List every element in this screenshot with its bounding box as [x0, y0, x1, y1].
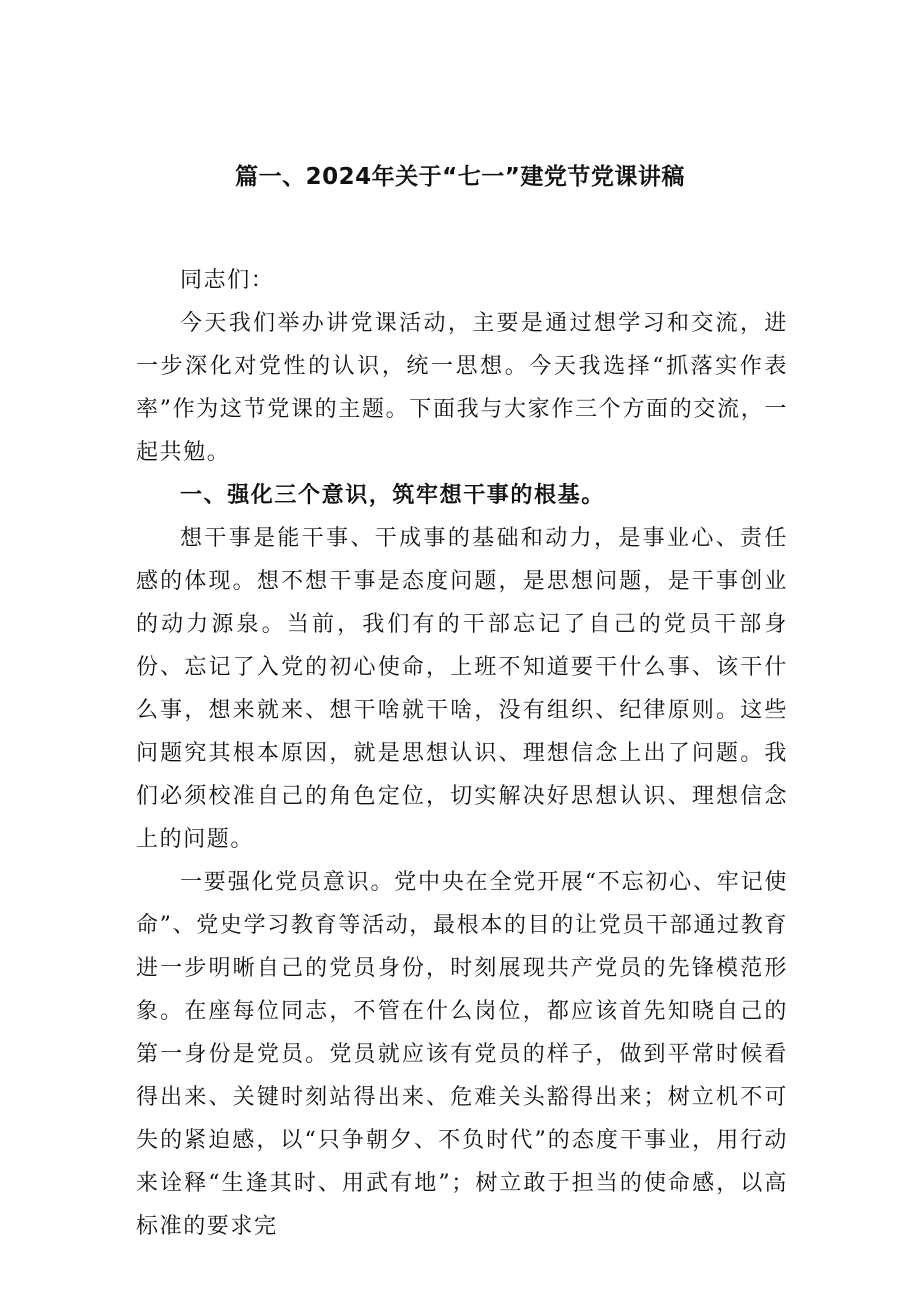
body-paragraph-1: 想干事是能干事、干成事的基础和动力，是事业心、责任感的体现。想不想干事是态度问题，是思想问题，是干事创业的动力源泉。当前，我们有的干部忘记了自己的党员干部身份、忘记了入党的初心使命，上班不知道要干什么事、该干什么事，想来就来、想干啥就干啥，没有组织、纪律原则。这些问题究其根本原因，就是思想认识、理想信念上出了问题。我们必须校准自己的角色定位，切实解决好思想认识、理想信念上的问题。	[136, 526, 788, 852]
document-title: 篇一、2024年关于“七一”建党节党课讲稿	[235, 164, 685, 190]
section-heading-1: 一、强化三个意识，筑牢想干事的根基。	[180, 483, 605, 508]
intro-paragraph: 今天我们举办讲党课活动，主要是通过想学习和交流，进一步深化对党性的认识，统一思想。今天我选择“抓落实作表率”作为这节党课的主题。下面我与大家作三个方面的交流，一起共勉。	[136, 311, 788, 465]
body-paragraph-2: 一要强化党员意识。党中央在全党开展“不忘初心、牢记使命”、党史学习教育等活动，最根本的目的让党员干部通过教育进一步明晰自己的党员身份，时刻展现共产党员的先锋模范形象。在座每位同志，不管在什么岗位，都应该首先知晓自己的第一身份是党员。党员就应该有党员的样子，做到平常时候看得出来、关键时刻站得出来、危难关头豁得出来；树立机不可失的紧迫感，以“只争朝夕、不负时代”的态度干事业，用行动来诠释“生逢其时、用武有地”；树立敢于担当的使命感，以高标准的要求完	[136, 870, 788, 1239]
document-body	[136, 259, 788, 1248]
greeting-paragraph: 同志们：	[180, 268, 275, 293]
